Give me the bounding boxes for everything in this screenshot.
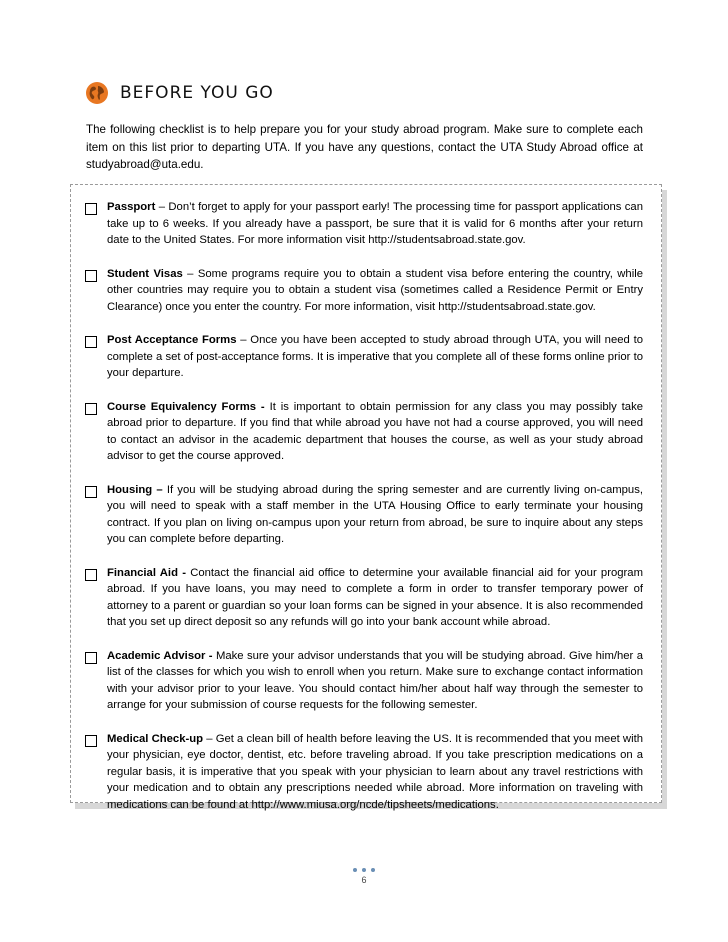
checklist-item-housing [85,482,643,548]
checklist-item-text: Passport – Don’t forget to apply for your passport early! The processing time for passport applications can take up to 6 weeks. If you already have a passport, be sure that it is valid for 6 months after your return date to the United States. For more information visit http://studentsabroad.state.gov. [107,201,643,246]
checklist-item-text: Post Acceptance Forms – Once you have been accepted to study abroad through UTA, you will need to complete a set of post-acceptance forms. It is imperative that you complete all of these forms online prior to your departure. [107,334,643,379]
checkbox[interactable] [85,270,97,282]
page-footer [352,868,376,885]
checkbox[interactable] [85,569,97,581]
item-body: Get a clean bill of health before leaving the US. It is recommended that you meet with your physician, eye doctor, dentist, etc. before traveling abroad. If you take prescription medications on a regular basis, it is imperative that you speak with your physician to learn about any travel restrictions with your medication and to obtain any prescriptions needed while abroad. More information on traveling with medications can be found at http://www.miusa.org/ncde/tipsheets/medications. [107,732,644,811]
item-body: It is important to obtain permission for any class you may possibly take abroad prior to departure. If you find that while abroad you have not had a course approved, you will need to contact an advisor in the academic department that houses the course, as well as your study abroad advisor to get the course approved. [107,400,643,462]
item-heading: Medical Check-up [107,732,204,745]
dot-icon [371,868,375,872]
item-body: Don’t forget to apply for your passport early! The processing time for passport applications can take up to 6 weeks. If you already have a passport, be sure that it is valid for 6 months after your return date to the United States. For more information visit http://studentsabroad.state.gov. [107,201,643,246]
globe-icon [86,82,108,104]
dot-icon [362,868,366,872]
checkbox[interactable] [85,203,97,215]
checklist-item-academic-advisor [85,648,643,714]
checklist-item-passport [85,199,643,249]
checklist-item-medical-check-up [85,731,643,814]
checkbox[interactable] [85,735,97,747]
checkbox[interactable] [85,486,97,498]
checklist-item-text [107,565,643,631]
checkbox[interactable] [85,652,97,664]
item-heading: Financial Aid - [107,566,186,579]
checklist-item-financial-aid [85,565,643,631]
item-body: Once you have been accepted to study abroad through UTA, you will need to complete a set of post-acceptance forms. It is imperative that you complete all of these forms online prior to your departure. [107,334,643,379]
checklist-item-text [107,399,643,465]
item-body: Some programs require you to obtain a student visa before entering the country, while other countries may require you to obtain a student visa (sometimes called a Residence Permit or Entry Clearance) once you enter the country. For more information, visit http://studentsabroad.state.gov. [107,267,643,313]
checklist-item-student-visas [85,266,643,316]
page-title: BEFORE YOU GO [120,83,274,103]
checkbox[interactable] [85,403,97,415]
item-heading: Housing – [107,483,163,496]
item-body: If you will be studying abroad during the spring semester and are currently living on-campus, you will need to speak with a staff member in the UTA Housing Office to early terminate your housing contract. If you plan on living on-campus upon your return from abroad, be sure to inquire about any steps you can complete before departing. [107,483,644,545]
checklist-item-text: Medical Check-up – Get a clean bill of health before leaving the US. It is recommended that you meet with your physician, eye doctor, dentist, etc. before traveling abroad. If you take prescription medications on a regular basis, it is imperative that you speak with your physician to learn about any travel restrictions with your medication and to obtain any prescriptions needed while abroad. More information on traveling with medications can be found at http://www.miusa.org/ncde/tipsheets/medications. [107,732,644,811]
checklist [85,199,643,830]
item-heading: Academic Advisor - [107,649,213,662]
intro-paragraph: The following checklist is to help prepare you for your study abroad program. Make sure to complete each item on this list prior to departing UTA. If you have any questions, contact the UTA Study Abroad office at studyabroad@uta.edu. [86,123,643,171]
section-header [86,78,274,108]
checkbox[interactable] [85,336,97,348]
item-heading: Post Acceptance Forms [107,334,237,346]
item-heading: Passport [107,201,156,213]
checklist-item-text [107,482,643,548]
dot-icon [353,868,357,872]
item-body: Make sure your advisor understands that you will be studying abroad. Give him/her a list of the classes for which you wish to enroll when you return. Make sure to exchange contact information with your advisor prior to your leave. You should contact him/her about half way through the semester to arrange for your submission of course requests for the following semester. [107,649,643,711]
checklist-item-text: Student Visas – Some programs require you to obtain a student visa before entering the country, while other countries may require you to obtain a student visa (sometimes called a Residence Permit or Entry Clearance) once you enter the country. For more information, visit http://studentsabroad.state.gov. [107,267,643,313]
footer-dots [353,868,375,872]
item-heading: Course Equivalency Forms - [107,400,265,413]
checklist-item-text [107,648,643,714]
item-body: Contact the financial aid office to determine your available financial aid for your program abroad. If you have loans, you may need to complete a form in order to transfer temporary power of attorney to a parent or guardian so your loan forms can be signed in your absence. It is also recommended that you set up direct deposit so any refunds will go into your bank account while abroad. [107,566,643,628]
page-number: 6 [361,875,367,885]
item-heading: Student Visas [107,267,183,280]
checklist-item-post-acceptance-forms [85,332,643,382]
checklist-item-course-equivalency-forms [85,399,643,465]
